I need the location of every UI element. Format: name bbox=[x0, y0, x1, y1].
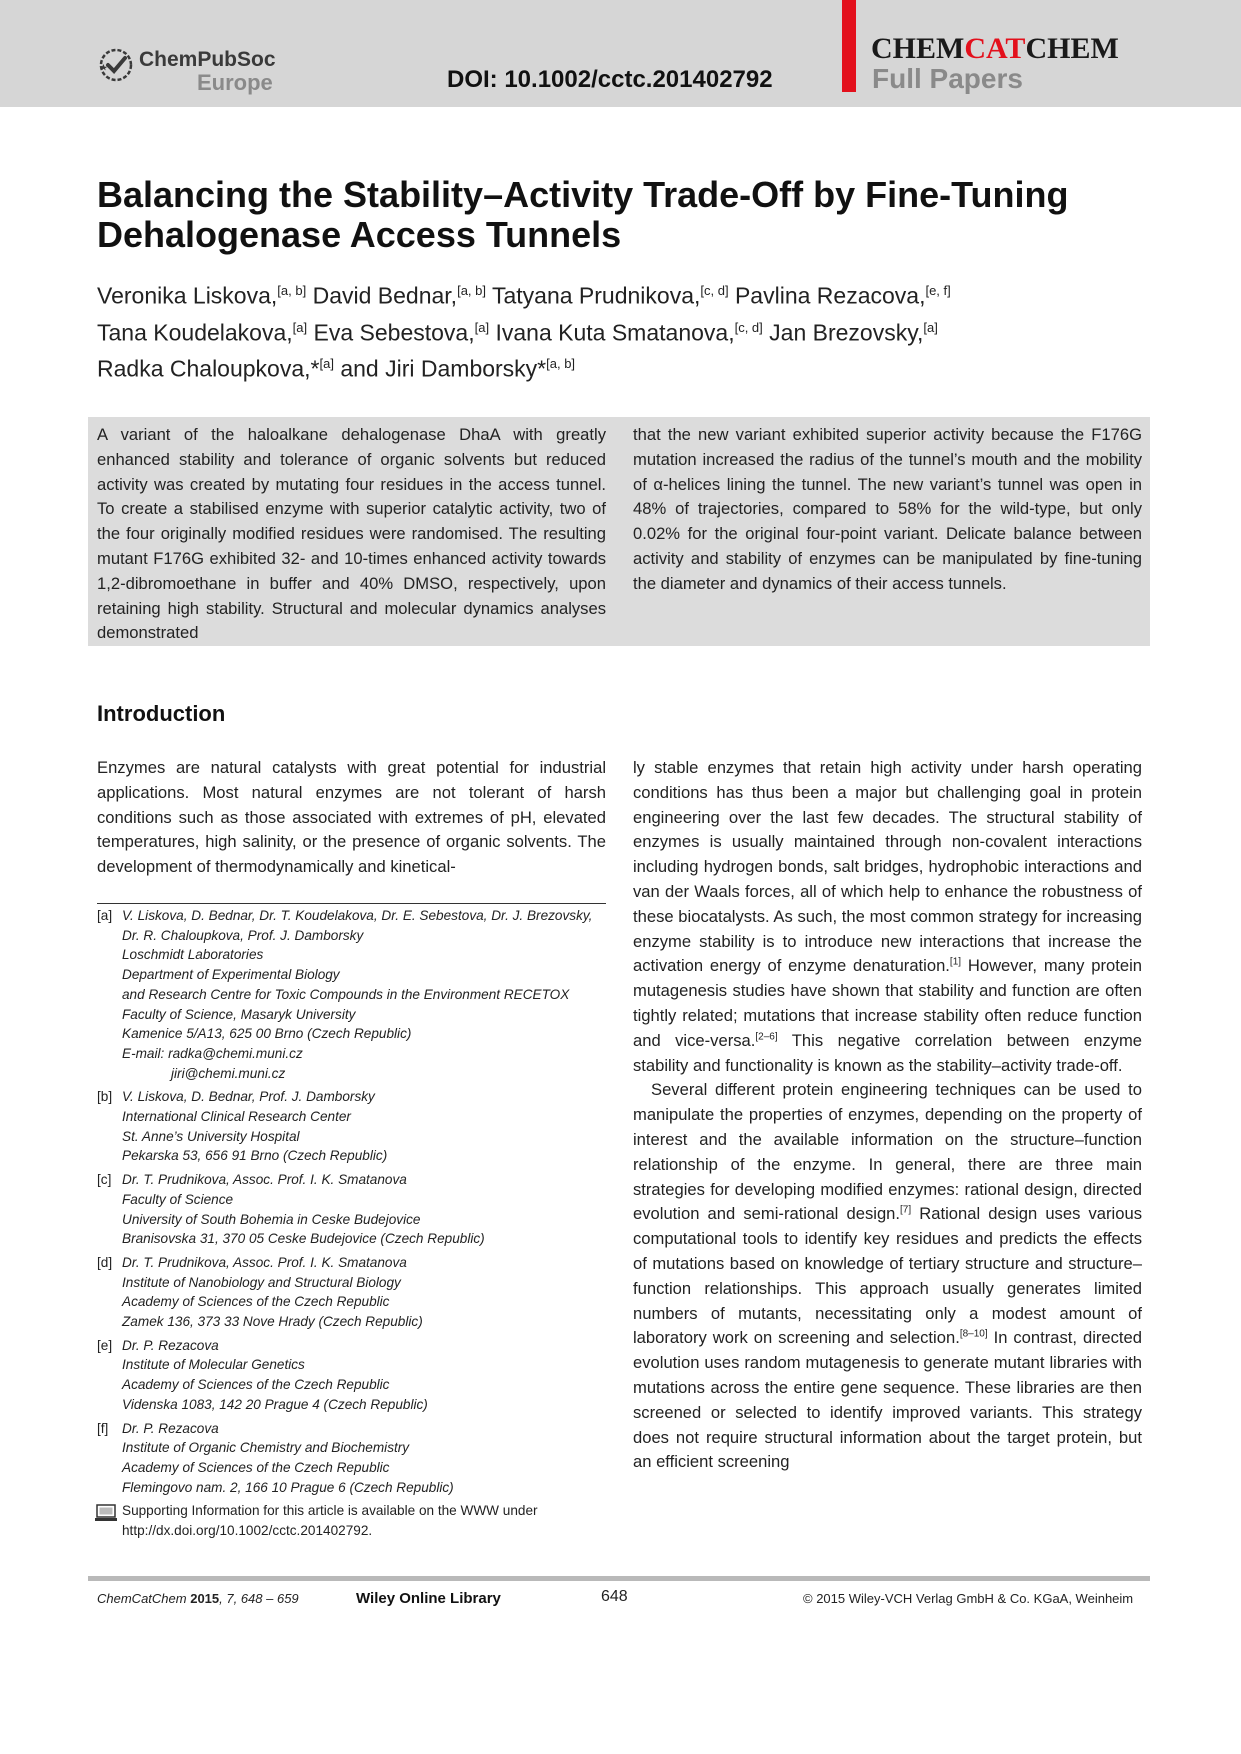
affiliation-c bbox=[97, 1170, 617, 1249]
affiliation-line: Kamenice 5/A13, 625 00 Brno (Czech Republic) bbox=[122, 1026, 412, 1042]
citation-ref[interactable]: [8–10] bbox=[959, 1328, 988, 1340]
paragraph bbox=[633, 756, 1142, 1078]
text-run: This negative correlation between enzyme stability and functionality is known as the stability–activity trade-off. bbox=[633, 1030, 1142, 1075]
footer-year: 2015 bbox=[190, 1591, 220, 1606]
journal-name-part-cat: CAT bbox=[964, 32, 1026, 65]
abstract-left-column: A variant of the haloalkane dehalogenase DhaA with greatly enhanced stability and tolerance of organic solvents but reduced activity was created by mutating four residues in the access tunnel. To create a stabilised enzyme with superior catalytic activity, two of the four originally modified residues were randomised. The resulting mutant F176G exhibited 32- and 10-times enhanced activity towards 1,2-dibromoethane in buffer and 40% DMSO, respectively, upon retaining high stability. Structural and molecular dynamics analyses demonstrated bbox=[97, 425, 606, 643]
affiliation-line: Institute of Nanobiology and Structural Biology bbox=[122, 1274, 401, 1290]
email-link[interactable]: E-mail: radka@chemi.muni.cz bbox=[122, 1045, 303, 1061]
affiliation-line: Flemingovo nam. 2, 166 10 Prague 6 (Czech Republic) bbox=[122, 1479, 454, 1495]
author: Pavlina Rezacova, bbox=[734, 282, 926, 309]
author: Eva Sebestova, bbox=[313, 319, 475, 346]
paragraph bbox=[633, 1078, 1142, 1475]
article-title: Balancing the Stability–Activity Trade-Off by Fine-Tuning Dehalogenase Access Tunnels bbox=[97, 174, 1069, 255]
journal-name-part-chem2: CHEM bbox=[1025, 32, 1119, 65]
text-run: However, many protein mutagenesis studies have shown that stability and function are often tightly related; mutations that increase stability often reduce function and vice-versa. bbox=[633, 956, 1142, 1050]
footer-journal: ChemCatChem bbox=[97, 1591, 187, 1606]
affiliation-line: Academy of Sciences of the Czech Republic bbox=[122, 1377, 390, 1393]
author-affiliation-mark: [a, b] bbox=[457, 283, 486, 298]
author-affiliation-mark: [c, d] bbox=[734, 319, 763, 335]
author-affiliation-mark: [c, d] bbox=[700, 283, 729, 298]
author-affiliation-mark: [a] bbox=[923, 319, 938, 335]
affiliation-line: Faculty of Science, Masaryk University bbox=[122, 1006, 356, 1022]
affiliation-line: Institute of Organic Chemistry and Biochemistry bbox=[122, 1440, 410, 1456]
affiliation-line: St. Anne’s University Hospital bbox=[122, 1128, 300, 1144]
author: Veronika Liskova, bbox=[97, 282, 278, 309]
affiliation-line: Dr. T. Prudnikova, Assoc. Prof. I. K. Smatanova bbox=[122, 1172, 407, 1188]
supporting-information bbox=[97, 1501, 617, 1540]
author: and Jiri Damborsky* bbox=[340, 355, 547, 382]
accent-bar bbox=[842, 0, 856, 92]
author-affiliation-mark: [a] bbox=[292, 319, 308, 335]
affiliation-line: V. Liskova, D. Bednar, Dr. T. Koudelakova, Dr. E. Sebestova, Dr. J. Brezovsky, bbox=[122, 908, 593, 923]
affiliation-e bbox=[97, 1336, 617, 1415]
logo-text-top: ChemPubSoc bbox=[139, 48, 276, 71]
affiliation-line: Videnska 1083, 142 20 Prague 4 (Czech Republic) bbox=[122, 1396, 428, 1412]
introduction-right-column bbox=[633, 756, 1142, 1475]
footer-rule bbox=[88, 1576, 1150, 1581]
affiliation-line: Dr. P. Rezacova bbox=[122, 1337, 219, 1353]
wiley-online-library-link[interactable]: Wiley Online Library bbox=[356, 1590, 501, 1607]
abstract-right-column: that the new variant exhibited superior activity because the F176G mutation increased the radius of the tunnel’s mouth and the mobility of α-helices lining the tunnel. The new variant’s tunnel was open in 48% of trajectories, compared to 58% for the wild-type, but only 0.02% for the original four-point variant. Delicate balance between activity and stability of enzymes can be manipulated by fine-tuning the diameter and dynamics of their access tunnels. bbox=[633, 425, 1142, 593]
affiliation-b bbox=[97, 1087, 617, 1166]
affiliation-key: [e] bbox=[97, 1337, 113, 1353]
affiliation-key: [c] bbox=[97, 1172, 112, 1188]
author: Tatyana Prudnikova, bbox=[491, 282, 701, 309]
affiliation-line: Dr. R. Chaloupkova, Prof. J. Damborsky bbox=[122, 927, 364, 943]
author-affiliation-mark: [a, b] bbox=[546, 356, 576, 372]
logo-text-bottom: Europe bbox=[197, 70, 273, 95]
author-affiliation-mark: [a, b] bbox=[277, 283, 307, 298]
journal-name bbox=[871, 32, 1119, 66]
author: Radka Chaloupkova,* bbox=[97, 355, 320, 382]
affiliation-line: Institute of Molecular Genetics bbox=[122, 1357, 305, 1373]
affiliation-line: V. Liskova, D. Bednar, Prof. J. Damborsky bbox=[122, 1089, 375, 1105]
affiliation-key: [d] bbox=[97, 1254, 113, 1270]
author-affiliation-mark: [e, f] bbox=[925, 283, 951, 298]
affiliation-line: Academy of Sciences of the Czech Republic bbox=[122, 1459, 390, 1475]
affiliation-key: [f] bbox=[97, 1420, 109, 1436]
chempubsoc-seal-icon bbox=[97, 46, 135, 84]
affiliation-line: Loschmidt Laboratories bbox=[122, 947, 264, 963]
author: David Bednar, bbox=[312, 282, 458, 309]
affiliation-line: and Research Centre for Toxic Compounds in the Environment RECETOX bbox=[122, 986, 570, 1002]
supporting-info-link[interactable]: http://dx.doi.org/10.1002/cctc.201402792. bbox=[122, 1523, 373, 1539]
introduction-heading: Introduction bbox=[97, 701, 226, 726]
computer-icon bbox=[95, 1504, 117, 1522]
affiliation-f bbox=[97, 1419, 617, 1498]
affiliation-key: [b] bbox=[97, 1089, 113, 1105]
affiliation-line: Pekarska 53, 656 91 Brno (Czech Republic) bbox=[122, 1148, 388, 1164]
journal-name-part-chem: CHEM bbox=[871, 32, 965, 65]
affiliation-line: International Clinical Research Center bbox=[122, 1109, 351, 1125]
footer-citation bbox=[97, 1591, 299, 1606]
affiliation-key: [a] bbox=[97, 908, 113, 923]
publisher-logo bbox=[97, 46, 297, 96]
doi[interactable]: DOI: 10.1002/cctc.201402792 bbox=[447, 66, 773, 93]
affiliation-line: Department of Experimental Biology bbox=[122, 967, 340, 983]
author-list bbox=[97, 275, 1157, 385]
author-affiliation-mark: [a] bbox=[474, 319, 490, 335]
email-link[interactable]: jiri@chemi.muni.cz bbox=[171, 1065, 286, 1081]
footer-copyright: © 2015 Wiley-VCH Verlag GmbH & Co. KGaA, Weinheim bbox=[803, 1591, 1134, 1606]
affiliation-footnotes bbox=[97, 906, 617, 1541]
citation-ref[interactable]: [2–6] bbox=[755, 1031, 778, 1043]
author: Jan Brezovsky, bbox=[769, 319, 924, 346]
text-run: Several different protein engineering techniques can be used to manipulate the properties of enzymes, depending on the property of interest and the available information on the structure–function relationship of the enzyme. In general, there are three main strategies for developing modified enzymes: rational design, directed evolution and semi-rational design. bbox=[633, 1080, 1142, 1224]
page-number: 648 bbox=[601, 1588, 628, 1605]
citation-ref[interactable]: [7] bbox=[900, 1204, 912, 1216]
author: Ivana Kuta Smatanova, bbox=[495, 319, 735, 346]
introduction-left-text: Enzymes are natural catalysts with great potential for industrial applications. Most natural enzymes are not tolerant of harsh conditions such as those associated with extremes of pH, elevated temperatures, high salinity, or the presence of organic solvents. The development of thermodynamically and kinetical- bbox=[97, 758, 606, 877]
author: Tana Koudelakova, bbox=[97, 319, 293, 346]
supporting-info-text: Supporting Information for this article is available on the WWW under bbox=[122, 1503, 538, 1519]
text-run: Rational design uses various computational tools to identify key residues and predicts the effects of mutations based on knowledge of tertiary structure and structure–function relationships. This approach usually generates limited numbers of mutants, necessitating only a modest amount of laboratory work on screening and selection. bbox=[633, 1204, 1143, 1348]
affiliation-line: Dr. T. Prudnikova, Assoc. Prof. I. K. Smatanova bbox=[122, 1254, 407, 1270]
affiliation-line: Faculty of Science bbox=[122, 1191, 234, 1207]
affiliation-line: Dr. P. Rezacova bbox=[122, 1420, 219, 1436]
section-label: Full Papers bbox=[872, 63, 1023, 94]
affiliation-d bbox=[97, 1253, 617, 1332]
affiliation-line: Branisovska 31, 370 05 Ceske Budejovice (Czech Republic) bbox=[122, 1231, 485, 1247]
author-affiliation-mark: [a] bbox=[319, 356, 334, 372]
citation-ref[interactable]: [1] bbox=[949, 956, 962, 968]
text-run: ly stable enzymes that retain high activity under harsh operating conditions has thus been a major but challenging goal in protein engineering over the last few decades. The structural stability of enzymes is usually maintained through non-covalent interactions including hydrogen bonds, salt bridges, hydrophobic interactions and van der Waals forces, all of which help to enhance the robustness of these biocatalysts. As such, the most common strategy for increasing enzyme stability is to introduce new interactions that increase the activation energy of enzyme denaturation. bbox=[633, 758, 1142, 976]
affiliation-line: Zamek 136, 373 33 Nove Hrady (Czech Republic) bbox=[122, 1314, 423, 1330]
footer-volume-pages: , 7, 648 – 659 bbox=[219, 1591, 299, 1606]
footnote-rule bbox=[97, 903, 606, 904]
affiliation-line: University of South Bohemia in Ceske Budejovice bbox=[122, 1211, 421, 1227]
text-run: In contrast, directed evolution uses random mutagenesis to generate mutant libraries with mutations across the entire gene sequence. These libraries are then screened or selected to identify improved variants. This strategy does not require structural information about the target protein, but an efficient screening bbox=[633, 1328, 1143, 1472]
affiliation-line: Academy of Sciences of the Czech Republic bbox=[122, 1294, 390, 1310]
affiliation-a bbox=[97, 906, 617, 1083]
